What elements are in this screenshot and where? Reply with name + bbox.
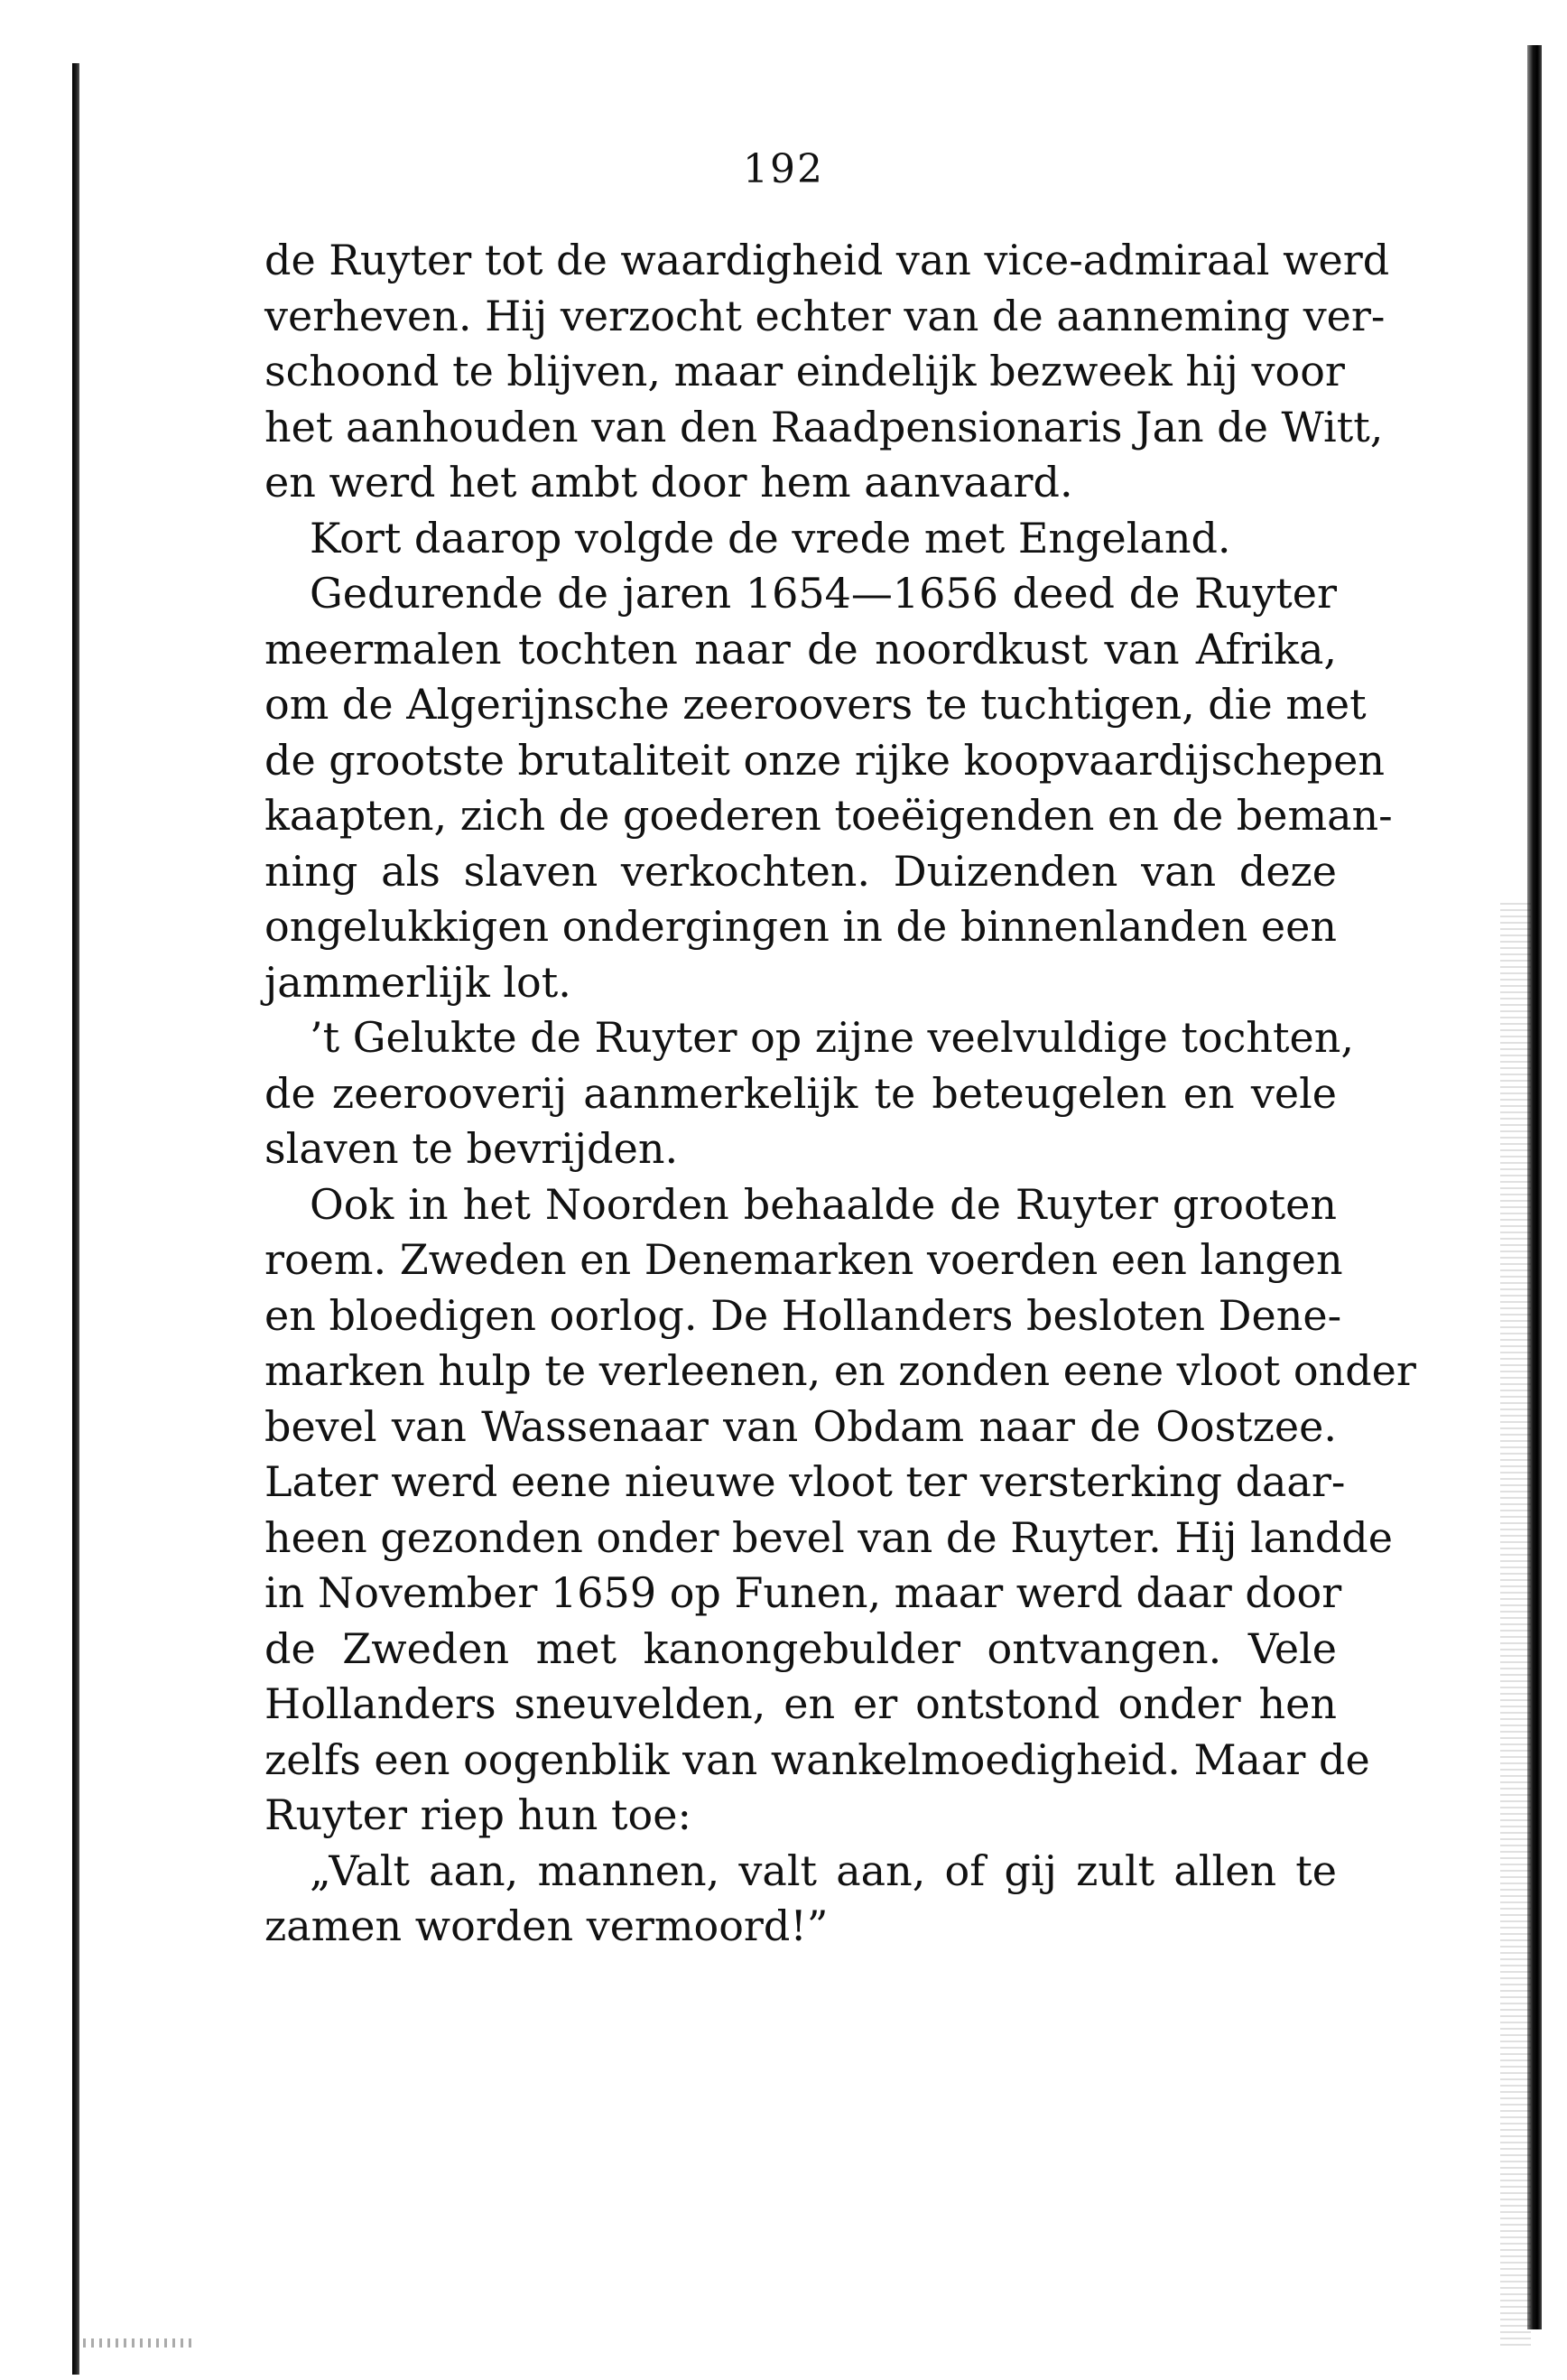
text-line: Hollanders sneuvelden, en er ontstond onder hen <box>264 1679 1337 1728</box>
page-number: 192 <box>743 146 824 192</box>
text-line: zelfs een oogenblik van wankelmoedigheid. Maar de <box>264 1734 1370 1784</box>
text-line: Ook in het Noorden behaalde de Ruyter grooten <box>310 1179 1337 1229</box>
text-line: heen gezonden onder bevel van de Ruyter. Hij landde <box>264 1512 1393 1562</box>
text-line: in November 1659 op Funen, maar werd daar door <box>264 1568 1342 1617</box>
text-line: ’t Gelukte de Ruyter op zijne veelvuldige tochten, <box>310 1013 1354 1062</box>
text-line: de zeerooverij aanmerkelijk te beteugelen en vele <box>264 1068 1337 1118</box>
text-line: de grootste brutaliteit onze rijke koopvaardijschepen <box>264 735 1386 785</box>
text-line: Kort daarop volgde de vrede met Engeland. <box>310 513 1231 562</box>
text-line: marken hulp te verleenen, en zonden eene vloot onder <box>264 1346 1416 1395</box>
text-line: schoond te blijven, maar eindelijk bezweek hij voor <box>264 347 1345 395</box>
text-line: om de Algerijnsche zeeroovers te tuchtigen, die met <box>264 680 1367 729</box>
text-line: meermalen tochten naar de noordkust van Afrika, <box>264 624 1337 674</box>
text-line: zamen worden vermoord!” <box>264 1901 829 1950</box>
text-line: verheven. Hij verzocht echter van de aanneming ver- <box>264 291 1386 340</box>
text-line: Gedurende de jaren 1654—1656 deed de Ruyter <box>310 569 1337 618</box>
text-line: kaapten, zich de goederen toeëigenden en de beman- <box>264 791 1393 840</box>
text-line: Later werd eene nieuwe vloot ter versterking daar- <box>264 1457 1346 1506</box>
text-line: roem. Zweden en Denemarken voerden een langen <box>264 1235 1343 1284</box>
text-line: jammerlijk lot. <box>264 957 571 1007</box>
text-line: het aanhouden van den Raadpensionaris Jan de Witt, <box>264 402 1384 451</box>
text-line: bevel van Wassenaar van Obdam naar de Oostzee. <box>264 1401 1337 1451</box>
text-line: de Zweden met kanongebulder ontvangen. Vele <box>264 1623 1337 1673</box>
text-line: en werd het ambt door hem aanvaard. <box>264 458 1073 507</box>
text-line: slaven te bevrijden. <box>264 1124 679 1173</box>
text-line: ning als slaven verkochten. Duizenden van deze <box>264 846 1337 896</box>
text-line: de Ruyter tot de waardigheid van vice-admiraal werd <box>264 236 1390 284</box>
scan-edge-left <box>72 63 79 2375</box>
body-text <box>264 233 1416 1955</box>
text-line: „Valt aan, mannen, valt aan, of gij zult allen te <box>310 1845 1337 1895</box>
scan-edge-left-specks <box>83 2338 191 2347</box>
scan-edge-right-noise <box>1500 903 1531 2347</box>
text-line: ongelukkigen ondergingen in de binnenlanden een <box>264 902 1337 951</box>
text-line: en bloedigen oorlog. De Hollanders besloten Dene- <box>264 1290 1342 1340</box>
text-line: Ruyter riep hun toe: <box>264 1790 691 1839</box>
